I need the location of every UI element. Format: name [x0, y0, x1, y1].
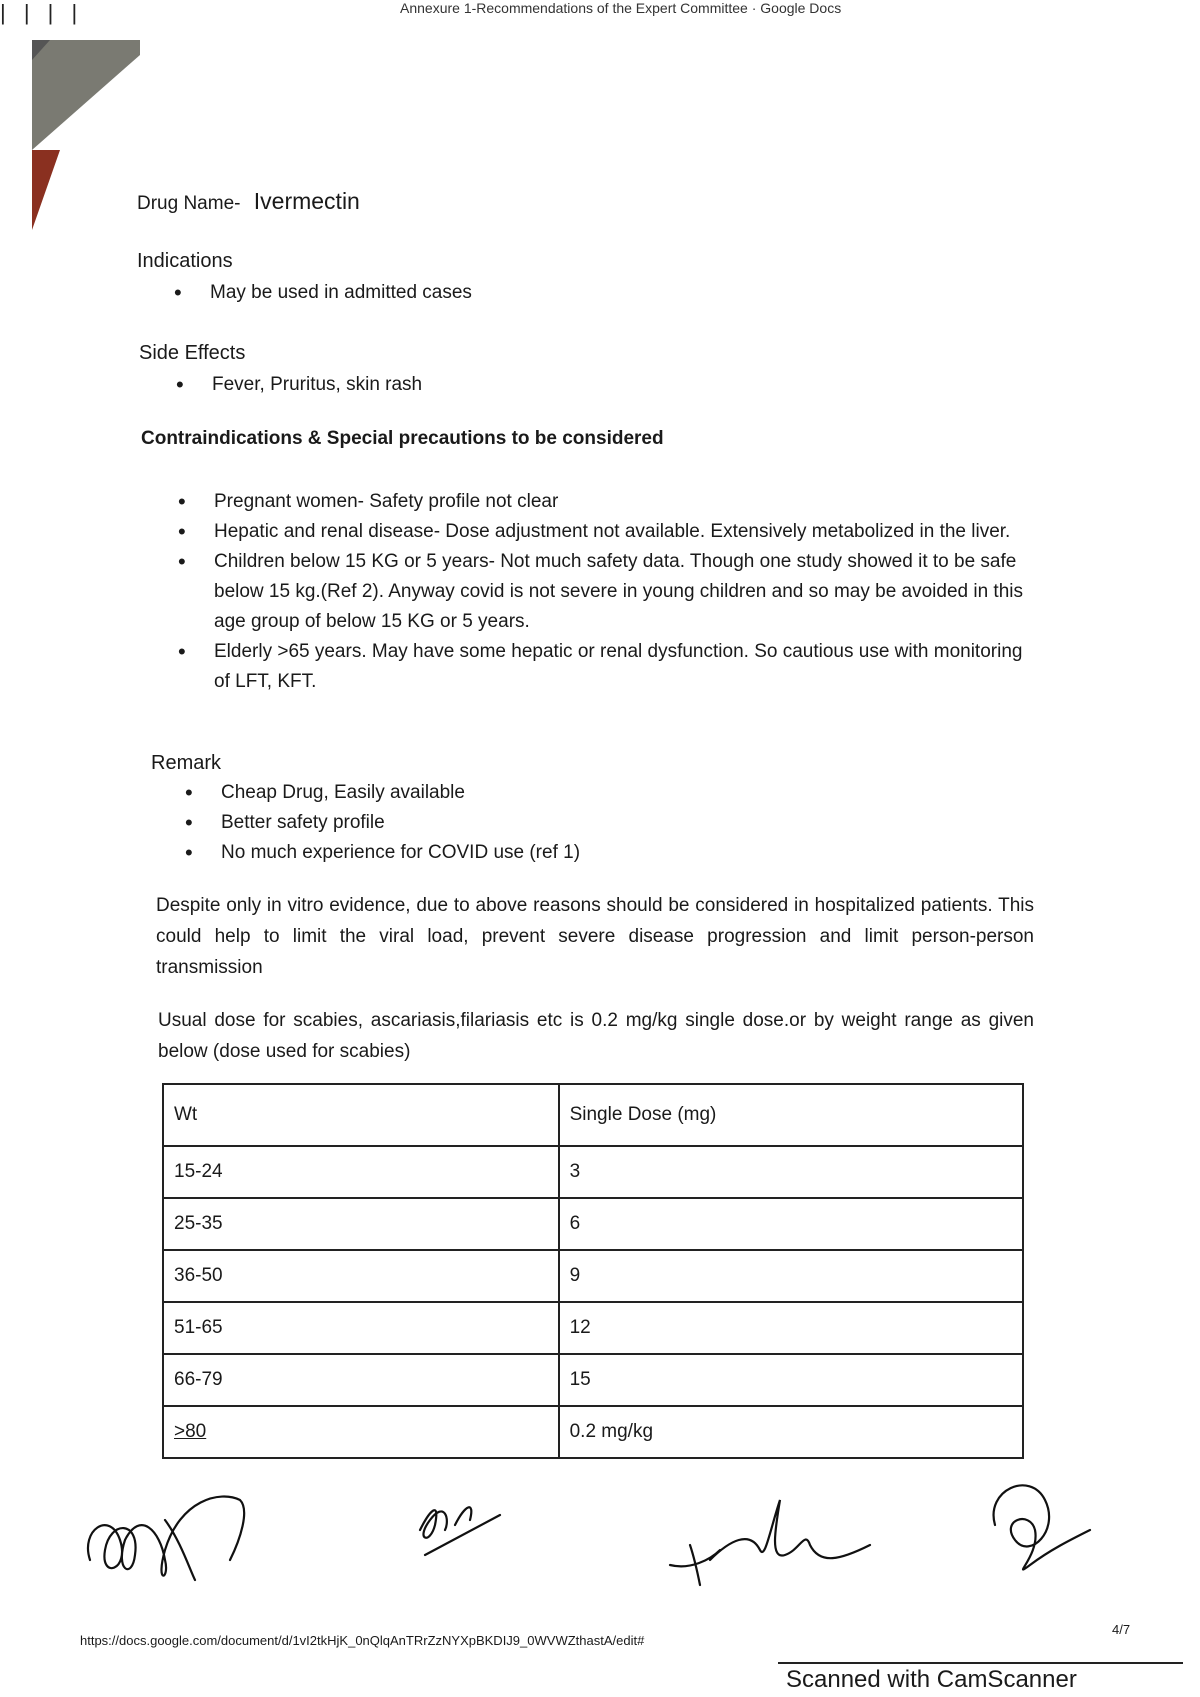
weight-cell: 25-35 [163, 1198, 559, 1250]
signature-1 [88, 1497, 244, 1576]
dose-cell: 9 [559, 1250, 1023, 1302]
column-header-single-dose: Single Dose (mg) [559, 1084, 1023, 1146]
list-item: • No much experience for COVID use (ref 1) [185, 838, 885, 868]
list-item: • May be used in admitted cases [174, 278, 874, 308]
list-item: • Hepatic and renal disease- Dose adjustment not available. Extensively metabolized in the liver. [178, 517, 1030, 547]
table-header-row [163, 1084, 1023, 1146]
signatures [70, 1470, 1130, 1620]
table-row [163, 1250, 1023, 1302]
remark-list [185, 778, 885, 868]
scanner-divider [778, 1662, 1183, 1664]
table-row [163, 1146, 1023, 1198]
signature-3 [670, 1500, 870, 1585]
signature-1-tail [165, 1520, 195, 1580]
page-fold-shadow [0, 0, 140, 240]
dose-cell: 3 [559, 1146, 1023, 1198]
list-item: • Fever, Pruritus, skin rash [176, 370, 876, 400]
drug-name-line [137, 188, 360, 215]
signature-2 [420, 1507, 500, 1555]
dose-cell: 0.2 mg/kg [559, 1406, 1023, 1458]
dose-table [162, 1083, 1024, 1459]
weight-cell: >80 [163, 1406, 559, 1458]
side-effects-heading: Side Effects [139, 342, 246, 364]
dose-cell: 15 [559, 1354, 1023, 1406]
table-row [163, 1354, 1023, 1406]
usual-dose-paragraph: Usual dose for scabies, ascariasis,filariasis etc is 0.2 mg/kg single dose.or by weight range as given below (dose used for scabies) [158, 1010, 1034, 1062]
column-header-weight: Wt [163, 1084, 559, 1146]
conclusion-paragraph: Despite only in vitro evidence, due to above reasons should be considered in hospitalized patients. This could help to limit the viral load, prevent severe disease progression and limit person-person transmission [156, 895, 1034, 978]
list-item: • Cheap Drug, Easily available [185, 778, 885, 808]
corner-marks: | | | | [0, 0, 84, 25]
dose-cell: 12 [559, 1302, 1023, 1354]
list-item: • Children below 15 KG or 5 years- Not much safety data. Though one study showed it to be safe below 15 kg.(Ref 2). Anyway covid is not severe in young children and so may be avoided in this age group of below 15 KG or 5 years. [178, 547, 1030, 637]
page-number: 4/7 [1112, 1622, 1131, 1637]
weight-cell: 66-79 [163, 1354, 559, 1406]
indications-list [174, 278, 874, 308]
table-row [163, 1198, 1023, 1250]
table-row [163, 1302, 1023, 1354]
weight-cell: 36-50 [163, 1250, 559, 1302]
drug-name: Ivermectin [253, 188, 360, 214]
list-item: • Elderly >65 years. May have some hepatic or renal dysfunction. So cautious use with monitoring of LFT, KFT. [178, 637, 1030, 697]
contraindications-list [178, 487, 1030, 697]
drug-name-label: Drug Name- [137, 193, 241, 214]
contraindications-heading: Contraindications & Special precautions to be considered [141, 428, 664, 449]
list-item: • Better safety profile [185, 808, 885, 838]
indications-heading: Indications [137, 250, 233, 272]
dose-cell: 6 [559, 1198, 1023, 1250]
signature-4 [994, 1485, 1090, 1569]
remark-heading: Remark [151, 752, 222, 774]
document-header-title: Annexure 1-Recommendations of the Expert Committee · Google Docs [400, 0, 842, 16]
side-effects-list [176, 370, 876, 400]
weight-cell: 15-24 [163, 1146, 559, 1198]
footer-url: https://docs.google.com/document/d/1vI2tkHjK_0nQlqAnTRrZzNYXpBKDIJ9_0WVWZthastA/edit# [80, 1633, 645, 1648]
weight-cell: 51-65 [163, 1302, 559, 1354]
scanner-watermark: Scanned with CamScanner [786, 1666, 1077, 1693]
table-row [163, 1406, 1023, 1458]
list-item: • Pregnant women- Safety profile not clear [178, 487, 1030, 517]
